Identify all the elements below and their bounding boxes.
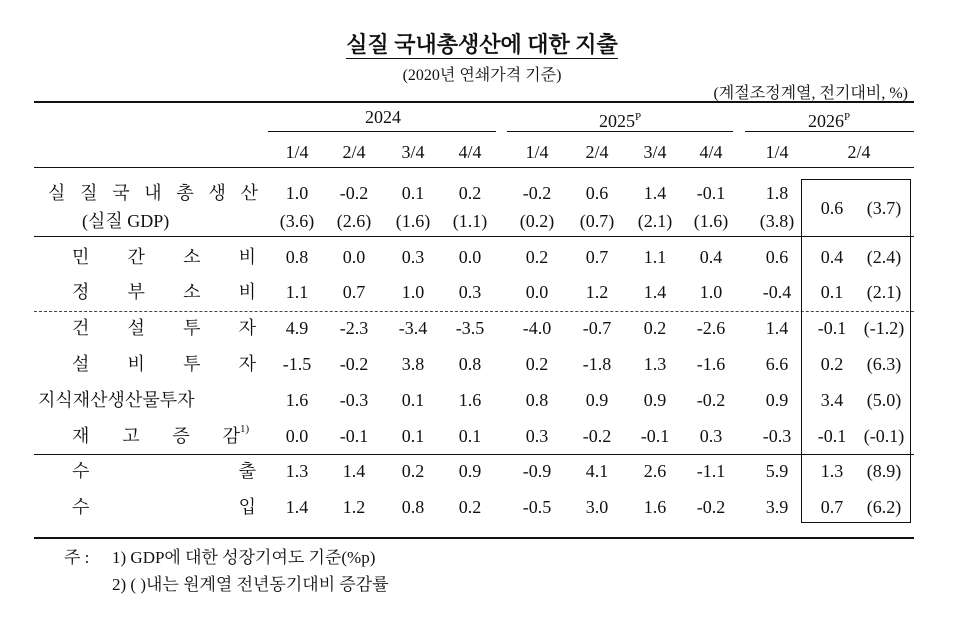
gdp-value-cell: -0.2 — [522, 183, 552, 203]
value-cell: 0.3 — [401, 247, 425, 267]
row-label: 수 입 — [72, 497, 256, 517]
row-label: 민 간 소 비 — [72, 247, 256, 267]
value-cell: -0.9 — [522, 461, 552, 481]
value-cell: 1.0 — [401, 282, 425, 302]
gdp-yoy-cell: (1.1) — [452, 211, 488, 231]
year-rule-2024 — [268, 131, 496, 132]
gdp-last-yoy-cell: (3.7) — [866, 198, 902, 218]
value-cell: -0.3 — [339, 390, 369, 410]
gdp-value-cell: 0.2 — [458, 183, 482, 203]
last-value-cell: 1.3 — [820, 461, 844, 481]
gdp-yoy-cell: (3.6) — [279, 211, 315, 231]
preliminary-mark: P — [843, 111, 851, 123]
row-label: 정 부 소 비 — [72, 282, 256, 302]
row-label: 재 고 증 감 — [72, 426, 240, 446]
gdp-last-value-cell: 0.6 — [820, 198, 844, 218]
value-cell: -0.7 — [582, 318, 612, 338]
table-top-rule — [34, 101, 914, 103]
quarter-header: 3/4 — [643, 142, 667, 162]
value-cell: -3.4 — [398, 318, 428, 338]
value-cell: 4.1 — [585, 461, 609, 481]
value-cell: 1.1 — [643, 247, 667, 267]
value-cell: 0.2 — [458, 497, 482, 517]
gdp-value-cell: 0.1 — [401, 183, 425, 203]
last-value-cell: 0.2 — [820, 354, 844, 374]
last-value-cell: -0.1 — [817, 318, 847, 338]
value-cell: -0.4 — [762, 282, 792, 302]
row-label: 수 출 — [72, 461, 256, 481]
value-cell: 0.1 — [401, 426, 425, 446]
value-cell: -1.5 — [282, 354, 312, 374]
quarter-header: 1/4 — [765, 142, 789, 162]
header-bottom-rule — [34, 167, 914, 168]
value-cell: 0.9 — [765, 390, 789, 410]
year-header — [560, 106, 680, 132]
last-yoy-cell: (2.1) — [866, 282, 902, 302]
value-cell: -1.6 — [696, 354, 726, 374]
last-yoy-cell: (5.0) — [866, 390, 902, 410]
value-cell: -0.2 — [339, 354, 369, 374]
value-cell: -0.3 — [762, 426, 792, 446]
quarter-header: 2/4 — [585, 142, 609, 162]
gdp-yoy-cell: (2.1) — [637, 211, 673, 231]
gdp-yoy-cell: (1.6) — [693, 211, 729, 231]
row-label: 설 비 투 자 — [72, 354, 256, 374]
value-cell: 0.9 — [585, 390, 609, 410]
value-cell: 0.8 — [285, 247, 309, 267]
value-cell: 3.8 — [401, 354, 425, 374]
value-cell: 1.4 — [765, 318, 789, 338]
value-cell: 1.2 — [342, 497, 366, 517]
row-label-gdp: 실 질 국 내 총 생 산 — [48, 183, 258, 203]
value-cell: 1.4 — [643, 282, 667, 302]
last-value-cell: 0.1 — [820, 282, 844, 302]
value-cell: 1.2 — [585, 282, 609, 302]
value-cell: 0.8 — [401, 497, 425, 517]
gdp-yoy-cell: (0.7) — [579, 211, 615, 231]
value-cell: -2.3 — [339, 318, 369, 338]
value-cell: 0.8 — [525, 390, 549, 410]
last-value-cell: -0.1 — [817, 426, 847, 446]
value-cell: 0.2 — [643, 318, 667, 338]
value-cell: -1.8 — [582, 354, 612, 374]
value-cell: 1.3 — [285, 461, 309, 481]
gdp-value-cell: 1.4 — [643, 183, 667, 203]
last-value-cell: 0.7 — [820, 497, 844, 517]
value-cell: 0.0 — [458, 247, 482, 267]
value-cell: 0.3 — [458, 282, 482, 302]
value-cell: -4.0 — [522, 318, 552, 338]
value-cell: 6.6 — [765, 354, 789, 374]
value-cell: 0.2 — [525, 247, 549, 267]
value-cell: 0.4 — [699, 247, 723, 267]
last-yoy-cell: (6.3) — [866, 354, 902, 374]
value-cell: 0.2 — [401, 461, 425, 481]
last-yoy-cell: (2.4) — [866, 247, 902, 267]
year-label: 2025 — [598, 111, 635, 131]
value-cell: -2.6 — [696, 318, 726, 338]
value-cell: 1.3 — [643, 354, 667, 374]
value-cell: 3.0 — [585, 497, 609, 517]
value-cell: 0.7 — [342, 282, 366, 302]
last-value-cell: 0.4 — [820, 247, 844, 267]
value-cell: 1.6 — [458, 390, 482, 410]
value-cell: -0.2 — [696, 497, 726, 517]
quarter-header: 1/4 — [525, 142, 549, 162]
value-cell: 1.4 — [342, 461, 366, 481]
unit-label: (계절조정계열, 전기대비, %) — [713, 85, 908, 102]
value-cell: -1.1 — [696, 461, 726, 481]
gdp-yoy-cell: (2.6) — [336, 211, 372, 231]
value-cell: -0.5 — [522, 497, 552, 517]
gdp-yoy-cell: (0.2) — [519, 211, 555, 231]
gdp-value-cell: 1.0 — [285, 183, 309, 203]
quarter-header: 2/4 — [342, 142, 366, 162]
row-label: 지식재산생산물투자 — [38, 390, 195, 410]
preliminary-mark: P — [634, 111, 642, 123]
last-yoy-cell: (-0.1) — [863, 426, 905, 446]
value-cell: 0.3 — [699, 426, 723, 446]
gdp-value-cell: -0.2 — [339, 183, 369, 203]
gdp-yoy-cell: (3.8) — [759, 211, 795, 231]
quarter-header: 2/4 — [847, 142, 871, 162]
value-cell: 0.0 — [525, 282, 549, 302]
value-cell: 0.3 — [525, 426, 549, 446]
value-cell: 0.0 — [342, 247, 366, 267]
year-label: 2024 — [365, 107, 401, 127]
investment-bottom-rule — [34, 454, 914, 455]
note-prefix: 주 : — [64, 548, 90, 567]
gdp-value-cell: -0.1 — [696, 183, 726, 203]
value-cell: 2.6 — [643, 461, 667, 481]
last-value-cell: 3.4 — [820, 390, 844, 410]
quarter-header: 4/4 — [458, 142, 482, 162]
year-header — [769, 106, 889, 132]
year-header — [323, 106, 443, 128]
value-cell: 1.6 — [285, 390, 309, 410]
row-sublabel-gdp: (실질 GDP) — [82, 211, 170, 231]
value-cell: 0.1 — [458, 426, 482, 446]
row-label: 건 설 투 자 — [72, 318, 256, 338]
value-cell: 1.4 — [285, 497, 309, 517]
value-cell: 4.9 — [285, 318, 309, 338]
note-1: 1) GDP에 대한 성장기여도 기준(%p) — [112, 548, 376, 567]
value-cell: -0.2 — [582, 426, 612, 446]
value-cell: 1.0 — [699, 282, 723, 302]
value-cell: 0.1 — [401, 390, 425, 410]
value-cell: 0.9 — [458, 461, 482, 481]
value-cell: -0.1 — [640, 426, 670, 446]
gdp-yoy-cell: (1.6) — [395, 211, 431, 231]
value-cell: 5.9 — [765, 461, 789, 481]
last-yoy-cell: (8.9) — [866, 461, 902, 481]
latest-quarter-box — [801, 179, 911, 523]
consumption-bottom-rule — [34, 311, 914, 312]
last-yoy-cell: (-1.2) — [863, 318, 905, 338]
value-cell: 1.1 — [285, 282, 309, 302]
value-cell: 0.7 — [585, 247, 609, 267]
note-2: 2) ( )내는 원계열 전년동기대비 증감률 — [112, 575, 389, 594]
gdp-bottom-rule — [34, 236, 914, 237]
footnote-mark: 1) — [240, 423, 250, 435]
value-cell: 0.6 — [765, 247, 789, 267]
value-cell: 3.9 — [765, 497, 789, 517]
value-cell: -0.1 — [339, 426, 369, 446]
last-yoy-cell: (6.2) — [866, 497, 902, 517]
value-cell: 0.8 — [458, 354, 482, 374]
value-cell: 0.2 — [525, 354, 549, 374]
quarter-header: 3/4 — [401, 142, 425, 162]
gdp-value-cell: 0.6 — [585, 183, 609, 203]
value-cell: -0.2 — [696, 390, 726, 410]
value-cell: -3.5 — [455, 318, 485, 338]
value-cell: 0.9 — [643, 390, 667, 410]
table-bottom-rule — [34, 537, 914, 539]
quarter-header: 4/4 — [699, 142, 723, 162]
value-cell: 0.0 — [285, 426, 309, 446]
year-label: 2026 — [807, 111, 844, 131]
table-subtitle: (2020년 연쇄가격 기준) — [402, 67, 562, 84]
gdp-value-cell: 1.8 — [765, 183, 789, 203]
value-cell: 1.6 — [643, 497, 667, 517]
table-title: 실질 국내총생산에 대한 지출 — [346, 32, 618, 57]
quarter-header: 1/4 — [285, 142, 309, 162]
